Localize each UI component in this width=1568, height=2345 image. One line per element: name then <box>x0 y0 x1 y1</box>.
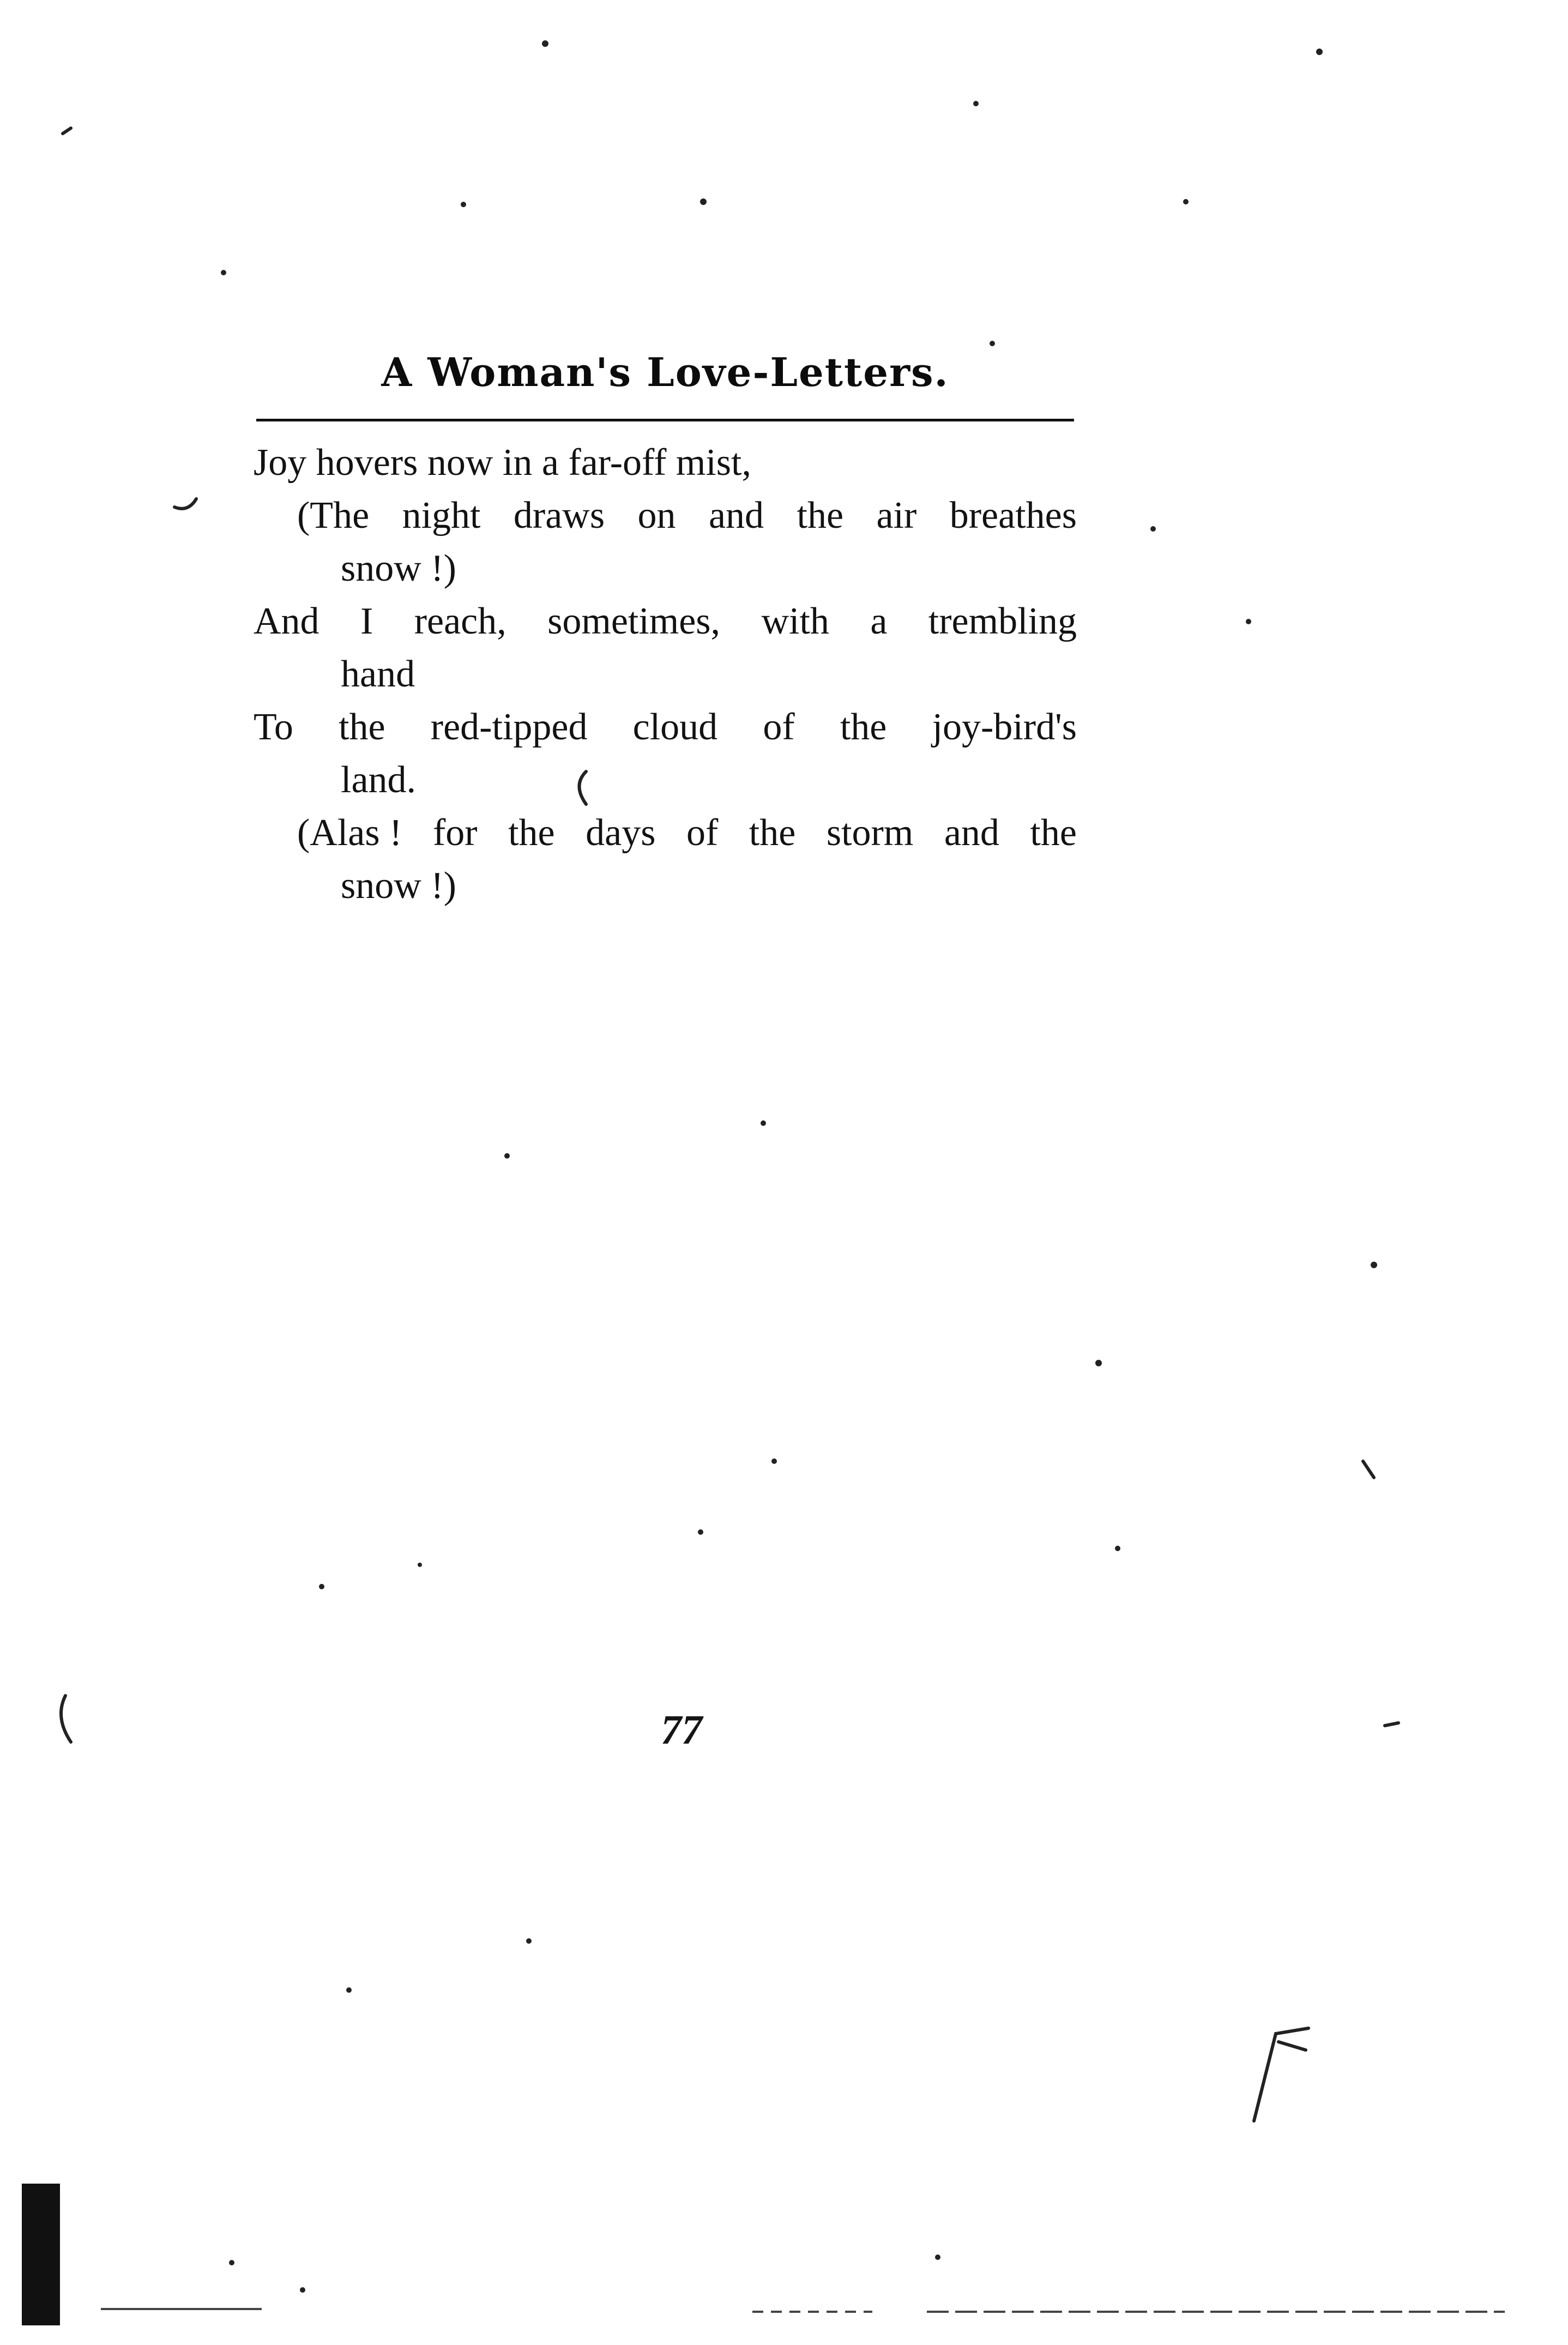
poem-line <box>254 595 1077 648</box>
running-title: A Woman's Love-Letters. <box>381 349 949 395</box>
poem-line-text: hand <box>341 653 415 695</box>
poem-line-text: snow !) <box>341 547 456 589</box>
poem-line <box>254 859 1077 912</box>
poem-word: and <box>708 495 764 536</box>
poem-word: on <box>637 495 676 536</box>
poem-word: sometimes, <box>547 600 721 642</box>
poem-line <box>254 806 1077 859</box>
poem-line <box>254 753 1077 806</box>
poem-word: night <box>402 495 481 536</box>
poem-word: draws <box>513 495 605 536</box>
poem-word: for <box>432 812 478 854</box>
poem-word: the <box>1030 812 1077 854</box>
poem-line <box>254 648 1077 701</box>
header-rule <box>256 419 1074 421</box>
poem-word: air <box>876 495 917 536</box>
poem-line <box>254 701 1077 753</box>
poem-word: the <box>339 706 385 748</box>
poem-line <box>254 489 1077 542</box>
poem-line-text: land. <box>341 759 417 801</box>
poem-word: trembling <box>928 600 1077 642</box>
poem-word: the <box>508 812 555 854</box>
poem-word: cloud <box>632 706 718 748</box>
poem-word: storm <box>826 812 914 854</box>
poem-line <box>254 542 1077 595</box>
poem-word: of <box>763 706 795 748</box>
poem-word: And <box>254 600 319 642</box>
poem-word: with <box>761 600 829 642</box>
poem-word: I <box>360 600 373 642</box>
poem-word: the <box>797 495 844 536</box>
poem-word: joy-bird's <box>932 706 1077 748</box>
poem-word: a <box>870 600 888 642</box>
poem-line <box>254 436 1077 489</box>
poem-word: of <box>686 812 719 854</box>
page-number: 77 <box>661 1707 702 1753</box>
poem-word: breathes <box>949 495 1077 536</box>
poem-word: (Alas ! <box>297 812 402 854</box>
poem-word: To <box>254 706 293 748</box>
poem-line-text: Joy hovers now in a far-off mist, <box>254 442 751 484</box>
poem-word: the <box>749 812 796 854</box>
poem-line-text: snow !) <box>341 865 456 907</box>
poem-word: and <box>944 812 999 854</box>
poem-word: the <box>840 706 887 748</box>
poem-word: reach, <box>414 600 506 642</box>
poem-word: (The <box>297 495 370 536</box>
poem-block <box>254 436 1077 912</box>
poem-word: days <box>586 812 656 854</box>
poem-word: red-tipped <box>430 706 588 748</box>
